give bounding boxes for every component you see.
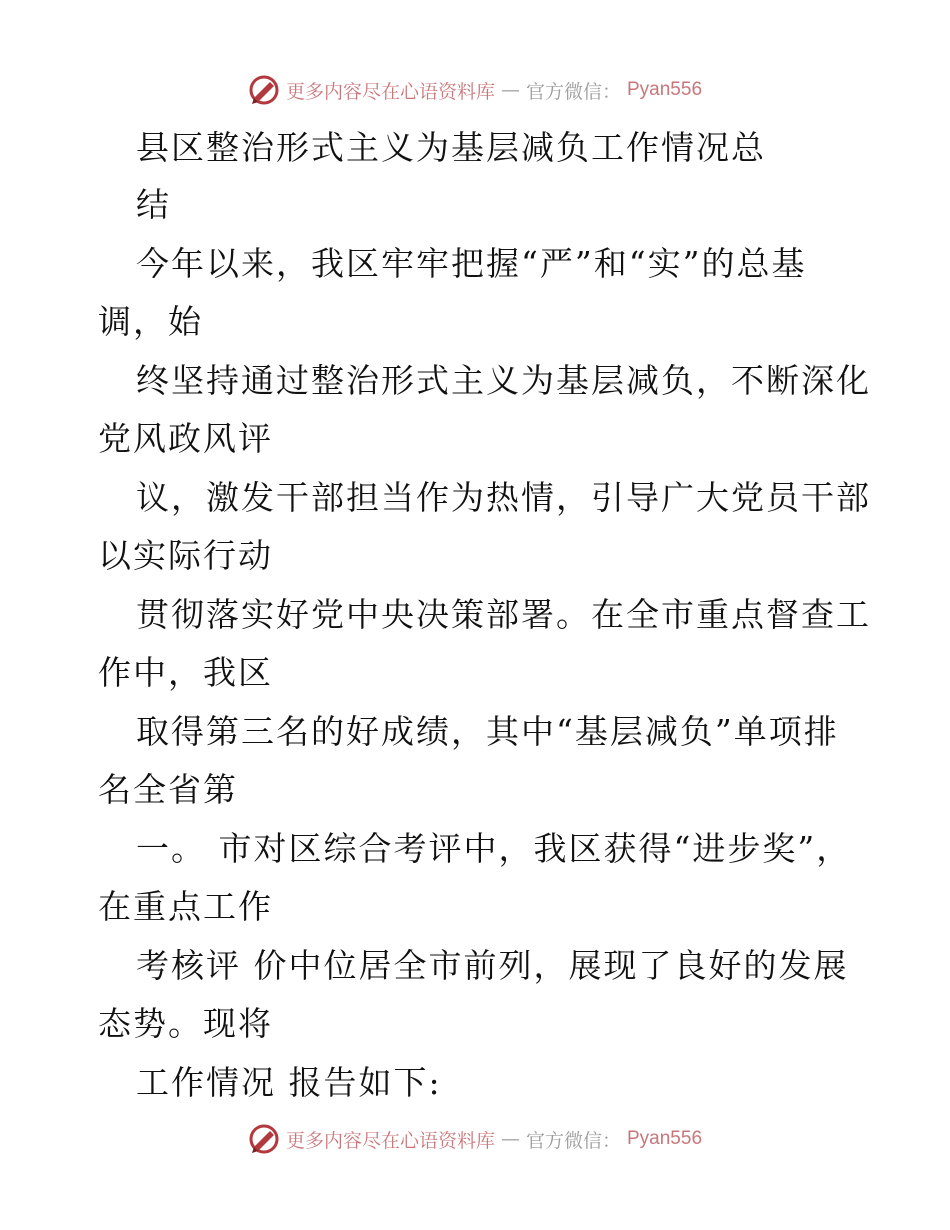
paragraph-line: 在重点工作 [98,887,273,926]
watermark-banner-bottom [0,1119,950,1159]
watermark-wechat-label: 官方微信： [525,80,621,103]
pen-logo-icon [248,1123,280,1155]
watermark-wechat-label: 官方微信： [525,1129,621,1152]
watermark-wechat-id: Pyan556 [627,79,703,100]
paragraph-line: 终坚持通过整治形式主义为基层减负，不断深化 [136,361,871,400]
paragraph-line: 工作情况 报告如下: [136,1063,442,1102]
paragraph-line: 以实际行动 [98,536,273,575]
paragraph-line: 取得第三名的好成绩，其中“基层减负”单项排 [136,712,839,751]
paragraph-line: 名全省第 [98,770,238,809]
paragraph-line: 贯彻落实好党中央决策部署。在全市重点督查工 [136,595,871,634]
paragraph-line: 今年以来，我区牢牢把握“严”和“实”的总基 [136,244,807,283]
paragraph-line: 态势。现将 [98,1004,273,1043]
paragraph-line: 党风政风评 [98,419,273,458]
watermark-wechat-id: Pyan556 [627,1128,703,1149]
document-title-line-2: 结 [136,185,171,224]
paragraph-line: 一。 市对区综合考评中，我区获得“进步奖”， [136,829,852,868]
paragraph-line: 考核评 价中位居全市前列，展现了良好的发展 [136,946,849,985]
paragraph-line: 议，激发干部担当作为热情，引导广大党员干部 [136,478,871,517]
watermark-separator: — [500,1128,520,1150]
watermark-brand: 更多内容尽在心语资料库 [285,1129,495,1152]
paragraph-line: 作中，我区 [98,653,273,692]
watermark-separator: — [500,79,520,101]
watermark-brand: 更多内容尽在心语资料库 [285,80,495,103]
document-title-line-1: 县区整治形式主义为基层减负工作情况总 [136,128,766,167]
paragraph-line: 调，始 [98,302,203,341]
